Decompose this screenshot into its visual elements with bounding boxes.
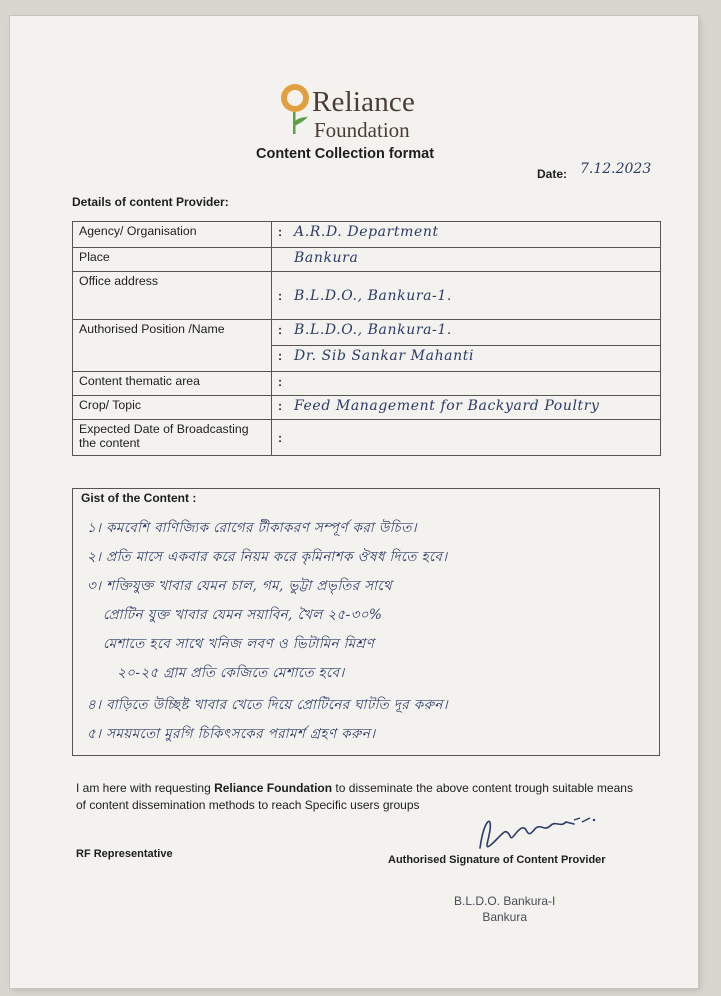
row-value: : Dr. Sib Sankar Mahanti — [272, 346, 661, 372]
logo-line-1: Reliance — [312, 86, 416, 118]
row-label: Place — [73, 248, 272, 272]
office-stamp — [454, 893, 555, 925]
stamp-line-1: B.L.D.O. Bankura-I — [454, 894, 556, 908]
gist-line: ৫। সময়মতো মুরগি চিকিৎসকের পরামর্শ গ্রহণ করুন। — [87, 726, 376, 742]
gist-line: মেশাতে হবে সাথে খনিজ লবণ ও ভিটামিন মিশ্রণ — [103, 636, 375, 652]
gist-line: ২০-২৫ গ্রাম প্রতি কেজিতে মেশাতে হবে। — [117, 665, 345, 681]
position-value: B.L.D.O., Bankura-1. — [294, 322, 452, 338]
details-heading: Details of content Provider: — [72, 195, 229, 209]
request-org: Reliance Foundation — [214, 781, 333, 795]
gist-line: ২। প্রতি মাসে একবার করে নিয়ম করে কৃমিনাশক ঔষধ দিতে হবে। — [87, 549, 448, 565]
place-value: Bankura — [294, 250, 359, 266]
row-value: : — [272, 372, 661, 396]
logo-emblem-icon — [278, 82, 312, 138]
row-label: Authorised Position /Name — [73, 320, 272, 372]
row-label: Crop/ Topic — [73, 396, 272, 420]
crop-topic-value: Feed Management for Backyard Poultry — [294, 398, 600, 414]
office-address-value: B.L.D.O., Bankura-1. — [294, 287, 452, 304]
row-value: : — [272, 420, 661, 456]
handwritten-signature — [474, 810, 604, 860]
rf-representative-label: RF Representative — [76, 848, 173, 860]
table-row — [73, 248, 661, 272]
row-value: : A.R.D. Department — [272, 222, 661, 248]
date-label: Date: — [537, 167, 568, 181]
form-title: Content Collection format — [256, 146, 435, 162]
row-label: Content thematic area — [73, 372, 272, 396]
table-row — [73, 396, 661, 420]
authorised-signature-label: Authorised Signature of Content Provider — [388, 854, 606, 866]
row-value: : Feed Management for Backyard Poultry — [272, 396, 661, 420]
form-sheet — [10, 16, 698, 988]
table-row — [73, 320, 661, 346]
provider-details-table — [72, 221, 661, 456]
gist-line: প্রোটিন যুক্ত খাবার যেমন সয়াবিন, খৈল ২৫-৩০% — [103, 607, 383, 623]
reliance-foundation-logo — [278, 82, 438, 144]
table-row — [73, 420, 661, 456]
gist-line: ১। কমবেশি বাণিজ্যিক রোগের টীকাকরণ সম্পূর্ণ করা উচিত। — [87, 520, 417, 536]
request-text-1: I am here with requesting — [76, 781, 215, 795]
gist-line: ৪। বাড়িতে উচ্ছিষ্ট খাবার খেতে দিয়ে প্রোটিনের ঘাটতি দূর করুন। — [87, 697, 449, 713]
date-value: 7.12.2023 — [580, 161, 652, 177]
table-row — [73, 222, 661, 248]
table-row — [73, 272, 661, 320]
gist-box — [72, 488, 660, 756]
stamp-line-2: Bankura — [482, 910, 528, 924]
name-value: Dr. Sib Sankar Mahanti — [294, 348, 475, 364]
request-statement — [76, 780, 646, 814]
row-label: Expected Date of Broadcasting the content — [73, 420, 272, 456]
row-value: : B.L.D.O., Bankura-1. — [272, 320, 661, 346]
row-value — [272, 248, 661, 272]
row-label: Office address — [73, 272, 272, 320]
request-text-2: to disseminate the above content trough suitable means of content dissemination methods to reach Specific users groups — [76, 781, 633, 812]
gist-line: ৩। শক্তিযুক্ত খাবার যেমন চাল, গম, ভুট্টা প্রভৃতির সাথে — [87, 578, 393, 594]
row-value: : B.L.D.O., Bankura-1. — [272, 272, 661, 320]
gist-heading: Gist of the Content : — [81, 491, 197, 505]
agency-value: A.R.D. Department — [294, 224, 439, 240]
table-row — [73, 372, 661, 396]
row-label: Agency/ Organisation — [73, 222, 272, 248]
logo-line-2: Foundation — [314, 118, 410, 142]
